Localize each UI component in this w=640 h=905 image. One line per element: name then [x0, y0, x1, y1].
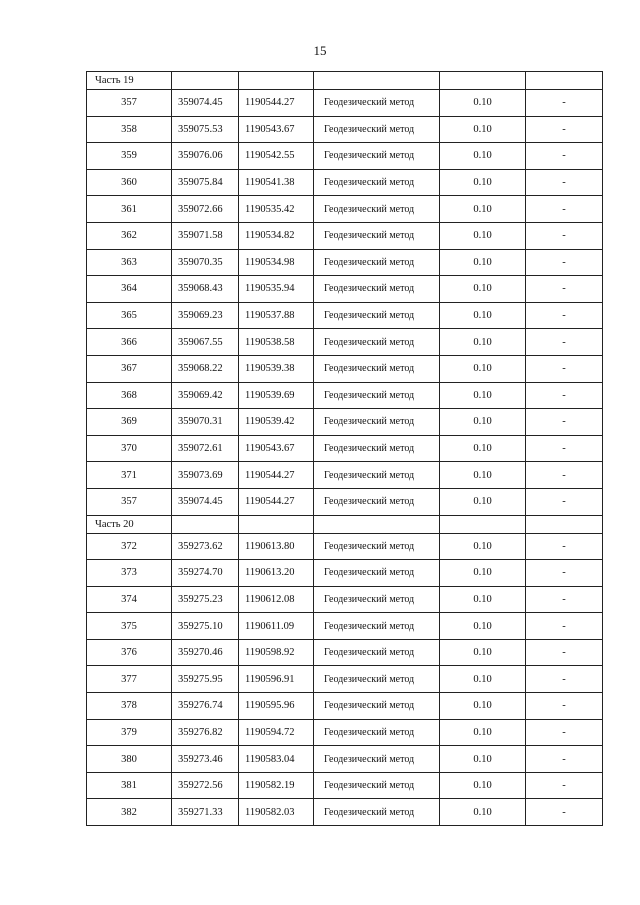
note-cell: -: [526, 276, 603, 303]
method-cell: Геодезический метод: [314, 222, 440, 249]
x-coordinate-cell: 359070.31: [172, 409, 239, 436]
note-cell: -: [526, 746, 603, 773]
x-coordinate-cell: 359074.45: [172, 488, 239, 515]
point-number-cell: 377: [87, 666, 172, 693]
x-coordinate-cell: 359273.46: [172, 746, 239, 773]
point-number-cell: 370: [87, 435, 172, 462]
y-coordinate-cell: 1190539.38: [239, 355, 314, 382]
method-cell: Геодезический метод: [314, 560, 440, 587]
x-coordinate-cell: 359074.45: [172, 90, 239, 117]
empty-cell: [239, 72, 314, 90]
y-coordinate-cell: 1190596.91: [239, 666, 314, 693]
method-cell: Геодезический метод: [314, 772, 440, 799]
table-row: [87, 222, 603, 249]
y-coordinate-cell: 1190544.27: [239, 90, 314, 117]
empty-cell: [172, 72, 239, 90]
point-number-cell: 366: [87, 329, 172, 356]
empty-cell: [526, 72, 603, 90]
y-coordinate-cell: 1190544.27: [239, 462, 314, 489]
section-header-row: [87, 72, 603, 90]
accuracy-cell: 0.10: [440, 746, 526, 773]
method-cell: Геодезический метод: [314, 196, 440, 223]
method-cell: Геодезический метод: [314, 639, 440, 666]
point-number-cell: 360: [87, 169, 172, 196]
note-cell: -: [526, 719, 603, 746]
point-number-cell: 369: [87, 409, 172, 436]
table-row: [87, 143, 603, 170]
note-cell: -: [526, 90, 603, 117]
accuracy-cell: 0.10: [440, 143, 526, 170]
note-cell: -: [526, 249, 603, 276]
x-coordinate-cell: 359071.58: [172, 222, 239, 249]
method-cell: Геодезический метод: [314, 799, 440, 826]
x-coordinate-cell: 359073.69: [172, 462, 239, 489]
table-row: [87, 169, 603, 196]
x-coordinate-cell: 359276.74: [172, 693, 239, 720]
note-cell: -: [526, 382, 603, 409]
empty-cell: [314, 515, 440, 533]
note-cell: -: [526, 329, 603, 356]
accuracy-cell: 0.10: [440, 116, 526, 143]
method-cell: Геодезический метод: [314, 302, 440, 329]
y-coordinate-cell: 1190537.88: [239, 302, 314, 329]
note-cell: -: [526, 613, 603, 640]
table-row: [87, 382, 603, 409]
table-row: [87, 772, 603, 799]
point-number-cell: 358: [87, 116, 172, 143]
note-cell: -: [526, 222, 603, 249]
accuracy-cell: 0.10: [440, 90, 526, 117]
point-number-cell: 379: [87, 719, 172, 746]
table-row: [87, 276, 603, 303]
table-row: [87, 302, 603, 329]
method-cell: Геодезический метод: [314, 719, 440, 746]
y-coordinate-cell: 1190594.72: [239, 719, 314, 746]
accuracy-cell: 0.10: [440, 435, 526, 462]
y-coordinate-cell: 1190541.38: [239, 169, 314, 196]
table-row: [87, 613, 603, 640]
x-coordinate-cell: 359272.56: [172, 772, 239, 799]
point-number-cell: 364: [87, 276, 172, 303]
x-coordinate-cell: 359275.10: [172, 613, 239, 640]
y-coordinate-cell: 1190611.09: [239, 613, 314, 640]
accuracy-cell: 0.10: [440, 462, 526, 489]
x-coordinate-cell: 359075.53: [172, 116, 239, 143]
method-cell: Геодезический метод: [314, 693, 440, 720]
table-row: [87, 409, 603, 436]
x-coordinate-cell: 359069.42: [172, 382, 239, 409]
x-coordinate-cell: 359072.61: [172, 435, 239, 462]
x-coordinate-cell: 359273.62: [172, 533, 239, 560]
y-coordinate-cell: 1190613.20: [239, 560, 314, 587]
y-coordinate-cell: 1190538.58: [239, 329, 314, 356]
x-coordinate-cell: 359274.70: [172, 560, 239, 587]
accuracy-cell: 0.10: [440, 276, 526, 303]
point-number-cell: 357: [87, 90, 172, 117]
point-number-cell: 374: [87, 586, 172, 613]
method-cell: Геодезический метод: [314, 90, 440, 117]
x-coordinate-cell: 359069.23: [172, 302, 239, 329]
method-cell: Геодезический метод: [314, 116, 440, 143]
table-row: [87, 560, 603, 587]
accuracy-cell: 0.10: [440, 169, 526, 196]
x-coordinate-cell: 359275.23: [172, 586, 239, 613]
table-row: [87, 799, 603, 826]
method-cell: Геодезический метод: [314, 488, 440, 515]
y-coordinate-cell: 1190544.27: [239, 488, 314, 515]
empty-cell: [440, 515, 526, 533]
table-row: [87, 196, 603, 223]
table-row: [87, 90, 603, 117]
section-header-row: [87, 515, 603, 533]
y-coordinate-cell: 1190535.42: [239, 196, 314, 223]
y-coordinate-cell: 1190543.67: [239, 435, 314, 462]
table-row: [87, 116, 603, 143]
table-row: [87, 355, 603, 382]
method-cell: Геодезический метод: [314, 533, 440, 560]
y-coordinate-cell: 1190543.67: [239, 116, 314, 143]
point-number-cell: 365: [87, 302, 172, 329]
note-cell: -: [526, 772, 603, 799]
x-coordinate-cell: 359067.55: [172, 329, 239, 356]
point-number-cell: 381: [87, 772, 172, 799]
point-number-cell: 359: [87, 143, 172, 170]
table-row: [87, 586, 603, 613]
method-cell: Геодезический метод: [314, 435, 440, 462]
point-number-cell: 382: [87, 799, 172, 826]
note-cell: -: [526, 488, 603, 515]
y-coordinate-cell: 1190534.98: [239, 249, 314, 276]
note-cell: -: [526, 799, 603, 826]
x-coordinate-cell: 359075.84: [172, 169, 239, 196]
accuracy-cell: 0.10: [440, 772, 526, 799]
coordinates-table-body: [87, 72, 603, 826]
table-row: [87, 435, 603, 462]
page-number: 15: [313, 43, 327, 58]
y-coordinate-cell: 1190539.42: [239, 409, 314, 436]
method-cell: Геодезический метод: [314, 169, 440, 196]
point-number-cell: 373: [87, 560, 172, 587]
note-cell: -: [526, 169, 603, 196]
point-number-cell: 361: [87, 196, 172, 223]
note-cell: -: [526, 533, 603, 560]
method-cell: Геодезический метод: [314, 382, 440, 409]
y-coordinate-cell: 1190595.96: [239, 693, 314, 720]
section-label: Часть 19: [87, 72, 172, 90]
coordinates-table: [86, 71, 603, 826]
y-coordinate-cell: 1190613.80: [239, 533, 314, 560]
x-coordinate-cell: 359072.66: [172, 196, 239, 223]
table-row: [87, 329, 603, 356]
table-row: [87, 666, 603, 693]
x-coordinate-cell: 359068.22: [172, 355, 239, 382]
point-number-cell: 376: [87, 639, 172, 666]
section-label: Часть 20: [87, 515, 172, 533]
note-cell: -: [526, 409, 603, 436]
method-cell: Геодезический метод: [314, 249, 440, 276]
point-number-cell: 367: [87, 355, 172, 382]
empty-cell: [440, 72, 526, 90]
point-number-cell: 380: [87, 746, 172, 773]
note-cell: -: [526, 196, 603, 223]
x-coordinate-cell: 359070.35: [172, 249, 239, 276]
accuracy-cell: 0.10: [440, 560, 526, 587]
method-cell: Геодезический метод: [314, 409, 440, 436]
empty-cell: [526, 515, 603, 533]
x-coordinate-cell: 359271.33: [172, 799, 239, 826]
y-coordinate-cell: 1190542.55: [239, 143, 314, 170]
method-cell: Геодезический метод: [314, 355, 440, 382]
method-cell: Геодезический метод: [314, 613, 440, 640]
point-number-cell: 372: [87, 533, 172, 560]
accuracy-cell: 0.10: [440, 719, 526, 746]
y-coordinate-cell: 1190583.04: [239, 746, 314, 773]
y-coordinate-cell: 1190582.03: [239, 799, 314, 826]
point-number-cell: 378: [87, 693, 172, 720]
x-coordinate-cell: 359275.95: [172, 666, 239, 693]
note-cell: -: [526, 586, 603, 613]
method-cell: Геодезический метод: [314, 143, 440, 170]
accuracy-cell: 0.10: [440, 799, 526, 826]
note-cell: -: [526, 560, 603, 587]
method-cell: Геодезический метод: [314, 276, 440, 303]
note-cell: -: [526, 355, 603, 382]
table-row: [87, 693, 603, 720]
empty-cell: [172, 515, 239, 533]
table-row: [87, 249, 603, 276]
point-number-cell: 371: [87, 462, 172, 489]
note-cell: -: [526, 462, 603, 489]
table-row: [87, 488, 603, 515]
method-cell: Геодезический метод: [314, 746, 440, 773]
method-cell: Геодезический метод: [314, 329, 440, 356]
point-number-cell: 363: [87, 249, 172, 276]
accuracy-cell: 0.10: [440, 693, 526, 720]
point-number-cell: 375: [87, 613, 172, 640]
x-coordinate-cell: 359270.46: [172, 639, 239, 666]
point-number-cell: 368: [87, 382, 172, 409]
table-row: [87, 533, 603, 560]
accuracy-cell: 0.10: [440, 533, 526, 560]
accuracy-cell: 0.10: [440, 355, 526, 382]
note-cell: -: [526, 693, 603, 720]
x-coordinate-cell: 359276.82: [172, 719, 239, 746]
accuracy-cell: 0.10: [440, 382, 526, 409]
accuracy-cell: 0.10: [440, 639, 526, 666]
method-cell: Геодезический метод: [314, 586, 440, 613]
y-coordinate-cell: 1190535.94: [239, 276, 314, 303]
accuracy-cell: 0.10: [440, 666, 526, 693]
y-coordinate-cell: 1190612.08: [239, 586, 314, 613]
table-row: [87, 639, 603, 666]
point-number-cell: 357: [87, 488, 172, 515]
note-cell: -: [526, 143, 603, 170]
x-coordinate-cell: 359068.43: [172, 276, 239, 303]
accuracy-cell: 0.10: [440, 586, 526, 613]
accuracy-cell: 0.10: [440, 329, 526, 356]
accuracy-cell: 0.10: [440, 222, 526, 249]
note-cell: -: [526, 116, 603, 143]
note-cell: -: [526, 435, 603, 462]
point-number-cell: 362: [87, 222, 172, 249]
y-coordinate-cell: 1190534.82: [239, 222, 314, 249]
y-coordinate-cell: 1190539.69: [239, 382, 314, 409]
method-cell: Геодезический метод: [314, 666, 440, 693]
table-row: [87, 746, 603, 773]
empty-cell: [239, 515, 314, 533]
accuracy-cell: 0.10: [440, 196, 526, 223]
x-coordinate-cell: 359076.06: [172, 143, 239, 170]
table-row: [87, 462, 603, 489]
table-row: [87, 719, 603, 746]
y-coordinate-cell: 1190582.19: [239, 772, 314, 799]
method-cell: Геодезический метод: [314, 462, 440, 489]
note-cell: -: [526, 666, 603, 693]
accuracy-cell: 0.10: [440, 302, 526, 329]
note-cell: -: [526, 639, 603, 666]
accuracy-cell: 0.10: [440, 409, 526, 436]
empty-cell: [314, 72, 440, 90]
y-coordinate-cell: 1190598.92: [239, 639, 314, 666]
accuracy-cell: 0.10: [440, 613, 526, 640]
note-cell: -: [526, 302, 603, 329]
accuracy-cell: 0.10: [440, 488, 526, 515]
accuracy-cell: 0.10: [440, 249, 526, 276]
